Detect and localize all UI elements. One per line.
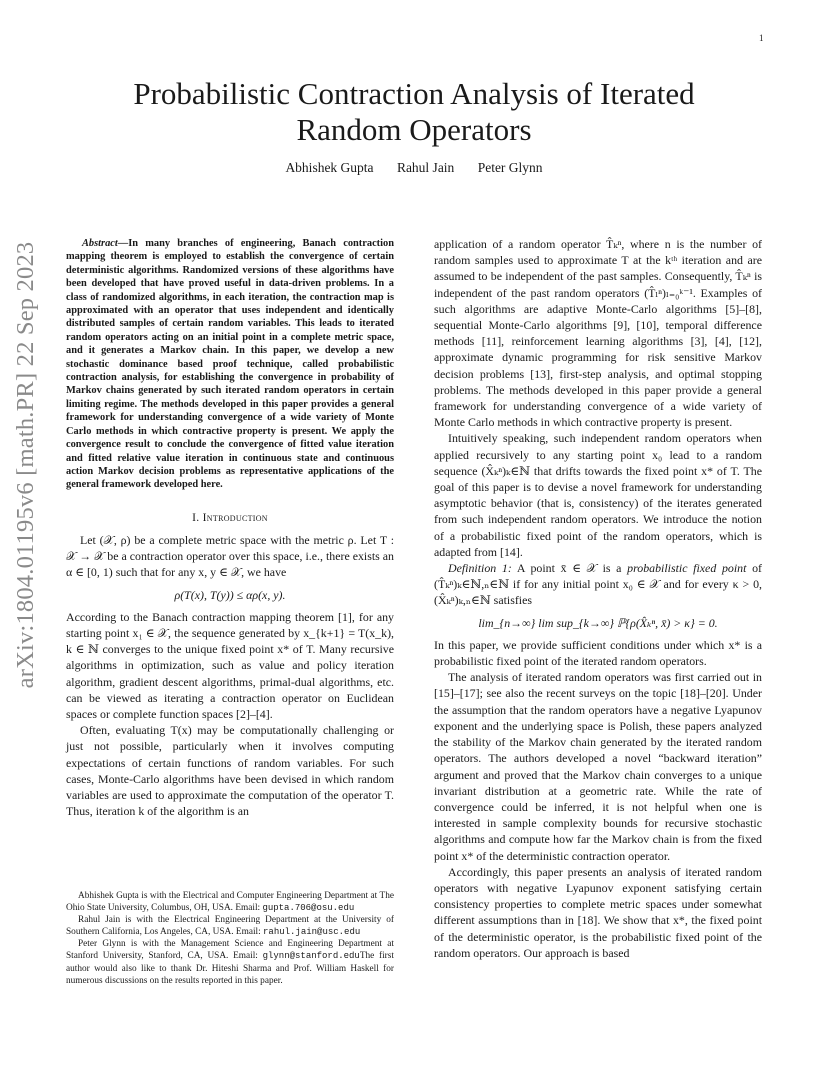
definition-label: Definition 1: bbox=[448, 561, 512, 576]
email-link[interactable]: rahul.jain@usc.edu bbox=[263, 927, 361, 938]
footnote bbox=[66, 938, 394, 986]
paper-title-line-1: Probabilistic Contraction Analysis of Iterated bbox=[133, 76, 695, 111]
equation: lim_{n→∞} lim sup_{k→∞} ℙ{ρ(X̂ₖⁿ, x̄) > κ} = 0. bbox=[478, 615, 718, 630]
footnote-text: Rahul Jain is with the Electrical Engineering Department at the University of Southern California, Los Angeles, CA, USA. Email: bbox=[66, 915, 394, 938]
footnote bbox=[66, 890, 394, 914]
abstract-label: Abstract bbox=[82, 238, 118, 249]
definition-text: of (T̂ₖⁿ)ₖ∈ℕ,ₙ∈ℕ if for any initial point x₀ ∈ 𝒳 and for every κ > 0, (X̂ₖⁿ)ₖ,ₙ∈ℕ satisfies bbox=[434, 561, 762, 608]
paper-title bbox=[90, 76, 738, 148]
footnote-text: Abhishek Gupta is with the Electrical and Computer Engineering Department at The Ohio State University, Columbus, OH, USA. Email: bbox=[66, 891, 394, 914]
footnote bbox=[66, 914, 394, 938]
author-name: Rahul Jain bbox=[396, 160, 455, 175]
body-paragraph: The analysis of iterated random operators was first carried out in [15]–[17]; see also the recent surveys on the topic [18]–[20]. Under the assumption that the random operators have a negative Lyapunov exponent and the underlying space is Polish, these papers analyzed the stability of the Markov chain generated by the iterated random operators. The authors developed a novel “backward iteration” argument and proved that the Markov chain converges to a unique invariant distribution at a geometric rate. While the rate of convergence could be inferred, it is not helpful when one is interested in sample complexity bounds for recursive stochastic algorithms and compute how far the Markov chain is from the fixed point x* of the deterministic contraction operator. bbox=[434, 670, 762, 863]
body-paragraph: In this paper, we provide sufficient conditions under which x* is a probabilistic fixed point of the iterated random operators. bbox=[434, 637, 762, 669]
author-name: Peter Glynn bbox=[477, 160, 543, 175]
right-column bbox=[434, 236, 762, 961]
email-link[interactable]: glynn@stanford.edu bbox=[262, 951, 360, 962]
definition-term: probabilistic fixed point bbox=[627, 561, 747, 576]
body-paragraph: Often, evaluating T(x) may be computationally challenging or just not possible, particularly when it involves computing expectations of certain functions of random variables. For such cases, Monte-Carlo algorithms have been devised in which random variables are used to approximate the computation of the operator T. Thus, iteration k of the algorithm is an bbox=[66, 723, 394, 819]
paper-title-line-2: Random Operators bbox=[296, 112, 532, 147]
left-column bbox=[66, 235, 394, 819]
abstract-text: —In many branches of engineering, Banach contraction mapping theorem is employed to establish the convergence of certain deterministic algorithms. Randomized versions of these algorithms have been developed that have proved useful in data-driven problems. In a class of randomized algorithms, in each iteration, the contraction map is approximated with an operator that uses independent and identically distributed samples of certain random variables. This leads to iterated random operators acting on an initial point in a complete metric space, and it generates a Markov chain. In this paper, we develop a new stochastic dominance based proof technique, called probabilistic contraction analysis, for establishing the convergence in probability of Markov chains generated by such iterated random operators in certain limiting regime. The methods developed in this paper provides a general framework for understanding convergence of a wide variety of Monte Carlo methods in which contractive property is present. We apply the convergence result to conclude the convergence of fitted value iteration and fitted relative value iteration in continuous state and continuous action Markov decision problems as representative applications of the general framework developed here. bbox=[66, 238, 394, 491]
body-paragraph: Accordingly, this paper presents an analysis of iterated random operators with negative Lyapunov exponent satisfying certain consistency properties to complete metric spaces under somewhat different assumptions than in [18]. We show that x*, the fixed point of the deterministic operator, is the probabilistic fixed point of the random operators. Our approach is based bbox=[434, 864, 762, 960]
arxiv-stamp-text: arXiv:1804.01195v6 [math.PR] 22 Sep 2023 bbox=[12, 241, 39, 689]
body-paragraph: Let (𝒳, ρ) be a complete metric space with the metric ρ. Let T : 𝒳 → 𝒳 be a contraction operator over this space, i.e., there exists an α ∈ [0, 1) such that for any x, y ∈ 𝒳, we have bbox=[66, 532, 394, 580]
body-paragraph: According to the Banach contraction mapping theorem [1], for any starting point x₁ ∈ 𝒳, the sequence generated by x_{k+1} = T(x_k), k ∈ ℕ converges to the unique fixed point x* of T. Many recursive algorithms in optimization, such as value and policy iteration algorithm, gradient descent algorithms, primal-dual algorithms, etc. can be viewed as iterating a contraction operator on Euclidean spaces or complete function spaces [2]–[4]. bbox=[66, 609, 394, 721]
email-link[interactable]: gupta.706@osu.edu bbox=[262, 903, 355, 914]
equation: ρ(T(x), T(y)) ≤ αρ(x, y). bbox=[174, 587, 286, 602]
page-number: 1 bbox=[759, 33, 764, 43]
body-paragraph: application of a random operator T̂ₖⁿ, where n is the number of random samples used to approximate T at the kᵗʰ iteration and are assumed to be independent of the past samples. Consequently, T̂ₖⁿ is independent of the past random operators (T̂ₗⁿ)ₗ₌₀ᵏ⁻¹. Examples of such algorithms are adaptive Monte-Carlo algorithms [5]–[8], sequential Monte-Carlo algorithms [9], [10], temporal difference methods [11], reinforcement learning algorithms [3], [4], [12], approximate dynamic programming for risk sensitive Markov decision problems [13], first-step analysis, and optimal stopping problems. The methods developed in this paper provide a general framework for understanding convergence of a wide variety of Monte Carlo methods in which contractive property is present. bbox=[434, 237, 762, 430]
arxiv-stamp bbox=[6, 240, 46, 690]
definition bbox=[434, 560, 762, 609]
body-paragraph: Intuitively speaking, such independent random operators when applied recursively to any starting point x₀ lead to a random sequence (X̂ₖⁿ)ₖ∈ℕ that drifts towards the fixed point x* of T. The goal of this paper is to devise a novel framework for understanding asymptotic behavior (that is, consistency) of the iterates generated from such independent random operators. We introduce the notion of a probabilistic fixed point of the random operators, which is adapted from [14]. bbox=[434, 431, 762, 559]
definition-text: A point x̄ ∈ 𝒳 is a bbox=[511, 561, 628, 576]
author-name: Abhishek Gupta bbox=[285, 160, 374, 175]
footnotes bbox=[66, 890, 394, 987]
abstract bbox=[66, 237, 394, 492]
section-heading: I. Introduction bbox=[192, 510, 268, 524]
footnote-text: Peter Glynn is with the Management Science and Engineering Department at Stanford University, Stanford, CA, USA. Email: bbox=[66, 939, 394, 962]
author-list bbox=[90, 160, 738, 176]
footnote-thanks: The first author would also like to thank Dr. Hiteshi Sharma and Prof. William Haskell for numerous discussions on the results reported in this paper. bbox=[66, 951, 394, 986]
